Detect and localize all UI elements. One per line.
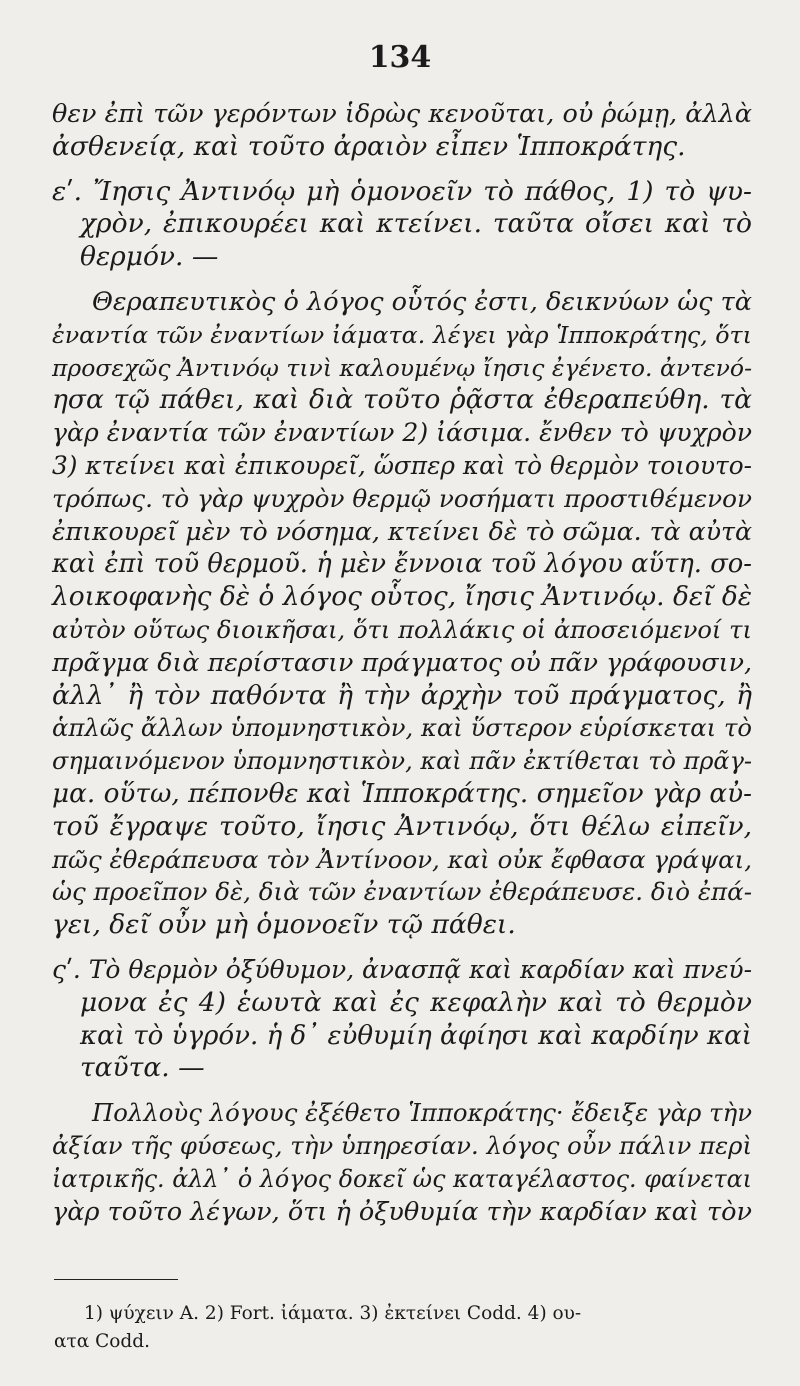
text-line: λοικοφανὴς δὲ ὁ λόγος οὗτος, ἴησις Ἀντινόῳ. δεῖ δὲ xyxy=(52,581,752,613)
footnotes xyxy=(54,1300,744,1356)
text-line: ἰατρικῆς. ἀλλ᾽ ὁ λόγος δοκεῖ ὡς καταγέλαστος. φαίνεται xyxy=(52,1164,752,1193)
text-line: καὶ τὸ ὑγρόν. ἡ δ᾽ εὐθυμίη ἀφίησι καὶ καρδίην καὶ xyxy=(80,1020,752,1051)
text-line: καὶ ἐπὶ τοῦ θερμοῦ. ἡ μὲν ἔννοια τοῦ λόγου αὕτη. σο- xyxy=(52,549,752,580)
aphorism-5 xyxy=(52,176,752,274)
text-line: σημαινόμενον ὑπομνηστικὸν, καὶ πᾶν ἐκτίθεται τὸ πρᾶγ- xyxy=(52,747,752,776)
text-line: ἀλλ᾽ ἢ τὸν παθόντα ἢ τὴν ἀρχὴν τοῦ πράγματος, ἢ xyxy=(52,679,752,711)
text-line: τοῦ ἔγραψε τοῦτο, ἴησις Ἀντινόῳ, ὅτι θέλω εἰπεῖν, xyxy=(52,810,752,842)
text-line: θεν ἐπὶ τῶν γερόντων ἱδρὼς κενοῦται, οὐ ῥώμῃ, ἀλλὰ xyxy=(52,99,752,129)
text-line: μονα ἐς 4) ἑωυτὰ καὶ ἐς κεφαλὴν καὶ τὸ θερμὸν xyxy=(80,986,752,1018)
text-line: πῶς ἐθεράπευσα τὸν Ἀντίνοον, καὶ οὐκ ἔφθασα γράψαι, xyxy=(52,844,752,874)
text-line: ἁπλῶς ἄλλων ὑπομνηστικὸν, καὶ ὕστερον εὑρίσκεται τὸ xyxy=(52,713,752,743)
footnote-line: ατα Codd. xyxy=(54,1331,150,1352)
commentary-paragraph xyxy=(52,1097,752,1228)
text-line: ἐπικουρεῖ μὲν τὸ νόσημα, κτείνει δὲ τὸ σῶμα. τὰ αὐτὰ xyxy=(52,516,752,546)
text-line: 3) κτείνει καὶ ἐπικουρεῖ, ὥσπερ καὶ τὸ θερμὸν τοιουτο- xyxy=(52,450,752,480)
text-line: ταῦτα. — xyxy=(80,1052,205,1084)
text-line: Πολλοὺς λόγους ἐξέθετο Ἱπποκράτης· ἔδειξε γὰρ τὴν xyxy=(92,1098,752,1128)
footnote-rule xyxy=(54,1279,178,1280)
text-line: μα. οὕτω, πέπονθε καὶ Ἱπποκράτης. σημεῖον γὰρ αὐ- xyxy=(52,778,752,809)
text-line: γει, δεῖ οὖν μὴ ὁμονοεῖν τῷ πάθει. xyxy=(52,909,516,941)
paragraph-continuation xyxy=(52,98,752,164)
page-number: 134 xyxy=(368,40,432,75)
text-line: τρόπως. τὸ γὰρ ψυχρὸν θερμῷ νοσήματι προστιθέμενον xyxy=(52,483,752,513)
text-line: ἀξίαν τῆς φύσεως, τὴν ὑπηρεσίαν. λόγος οὖν πάλιν περὶ xyxy=(52,1130,752,1160)
text-line: χρὸν, ἐπικουρέει καὶ κτείνει. ταῦτα οἴσει καὶ τὸ xyxy=(80,208,752,240)
text-line: προσεχῶς Ἀντινόῳ τινὶ καλουμένῳ ἴησις ἐγένετο. ἀντενό- xyxy=(52,353,752,382)
aphorism-6 xyxy=(52,954,752,1085)
text-line: γὰρ ἐναντία τῶν ἐναντίων 2) ἰάσιμα. ἔνθεν τὸ ψυχρὸν xyxy=(52,418,752,448)
text-line: θερμόν. — xyxy=(80,241,219,273)
text-line: γὰρ τοῦτο λέγων, ὅτι ἡ ὀξυθυμία τὴν καρδίαν καὶ τὸν xyxy=(52,1196,752,1227)
text-line: ἀσθενείᾳ, καὶ τοῦτο ἀραιὸν εἶπεν Ἱπποκράτης. xyxy=(52,130,686,162)
footnote-line: 1) ψύχειν A. 2) Fort. ἰάματα. 3) ἐκτείνει Codd. 4) ου- xyxy=(84,1303,582,1324)
text-line: ὡς προεῖπον δὲ, διὰ τῶν ἐναντίων ἐθεράπευσε. διὸ ἐπά- xyxy=(52,877,752,907)
text-line: πρᾶγμα διὰ περίστασιν πράγματος οὐ πᾶν γράφουσιν, xyxy=(52,647,752,677)
commentary-paragraph xyxy=(52,286,752,942)
text-line: Θεραπευτικὸς ὁ λόγος οὗτός ἐστι, δεικνύων ὡς τὰ xyxy=(92,286,752,317)
text-line: ςʹ. Τὸ θερμὸν ὀξύθυμον, ἀνασπᾷ καὶ καρδίαν καὶ πνεύ- xyxy=(52,954,752,984)
text-line: ἐναντία τῶν ἐναντίων ἰάματα. λέγει γὰρ Ἱπποκράτης, ὅτι xyxy=(52,320,752,349)
text-line: αὐτὸν οὕτως διοικῆσαι, ὅτι πολλάκις οἱ ἀποσειόμενοί τι xyxy=(52,615,752,644)
text-line: εʹ. Ἴησις Ἀντινόῳ μὴ ὁμονοεῖν τὸ πάθος, 1) τὸ ψυ- xyxy=(52,175,752,207)
main-text xyxy=(52,98,752,1228)
text-line: ησα τῷ πάθει, καὶ διὰ τοῦτο ῥᾷστα ἐθεραπεύθη. τὰ xyxy=(52,384,752,416)
